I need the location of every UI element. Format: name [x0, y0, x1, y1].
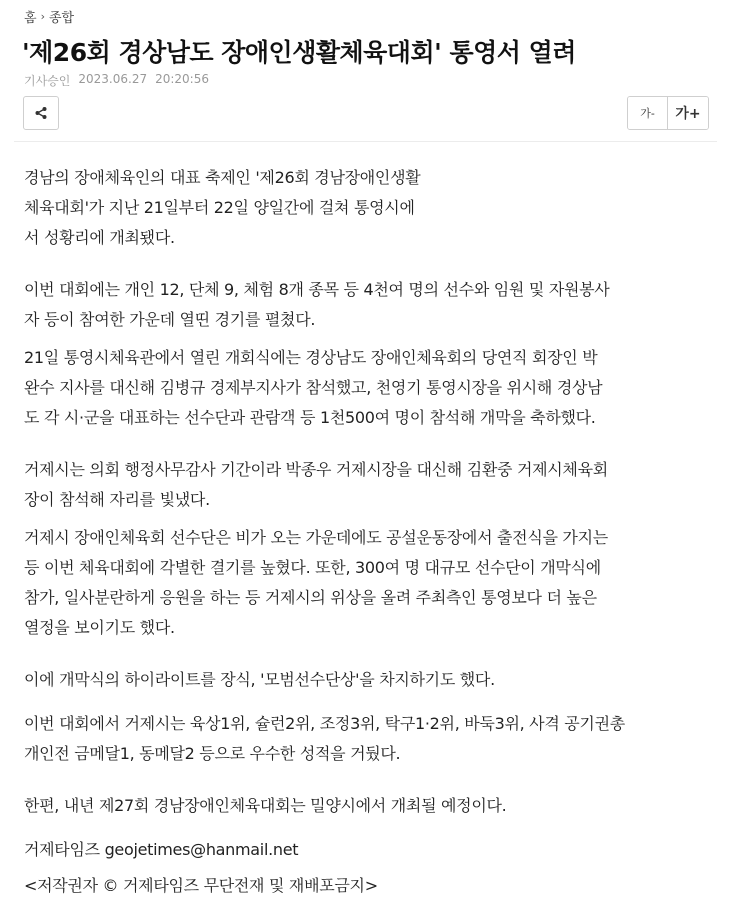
approval-date: 2023.06.27	[78, 72, 148, 86]
paragraph-line: 서 성황리에 개최됐다.	[24, 228, 175, 247]
paragraph-line: 거제시는 의회 행정사무감사 기간이라 박종우 거제시장을 대신해 김환중 거제시체육회	[24, 460, 608, 479]
paragraph-line: 이번 대회에서 거제시는 육상1위, 슐런2위, 조정3위, 탁구1·2위, 바둑3위, 사격 공기권총	[24, 714, 625, 733]
font-increase-button[interactable]: 가+	[668, 97, 708, 129]
paragraph-line: 이번 대회에는 개인 12, 단체 9, 체험 8개 종목 등 4천여 명의 선수와 임원 및 자원봉사	[24, 280, 610, 299]
article-paragraph	[24, 665, 714, 695]
paragraph-line: 완수 지사를 대신해 김병규 경제부지사가 참석했고, 천영기 통영시장을 위시해 경상남	[24, 378, 603, 397]
article-paragraph	[24, 791, 714, 821]
article-meta	[24, 72, 209, 89]
share-button[interactable]	[23, 96, 59, 130]
paragraph-line: 거제시 장애인체육회 선수단은 비가 오는 가운데에도 공설운동장에서 출전식을 가지는	[24, 528, 608, 547]
paragraph-line: 자 등이 참여한 가운데 열띤 경기를 펼쳤다.	[24, 310, 316, 329]
article-paragraph	[24, 709, 714, 769]
article-paragraph	[24, 455, 714, 515]
article-paragraph	[24, 835, 714, 865]
article-paragraph	[24, 523, 714, 643]
approval-time: 20:20:56	[155, 72, 209, 86]
paragraph-line: 열정을 보이기도 했다.	[24, 618, 175, 637]
article-paragraph	[24, 163, 714, 253]
breadcrumb-home-link[interactable]: 홈	[24, 11, 37, 26]
paragraph-line: 장이 참석해 자리를 빛냈다.	[24, 490, 210, 509]
approval-label: 기사승인	[24, 74, 71, 88]
paragraph-line: 체육대회'가 지난 21일부터 22일 양일간에 걸쳐 통영시에	[24, 198, 415, 217]
paragraph-line: 참가, 일사분란하게 응원을 하는 등 거제시의 위상을 올려 주최측인 통영보다 더 높은	[24, 588, 597, 607]
paragraph-line: 개인전 금메달1, 동메달2 등으로 우수한 성적을 거뒀다.	[24, 744, 401, 763]
paragraph-line: 이에 개막식의 하이라이트를 장식, '모범선수단상'을 차지하기도 했다.	[24, 670, 495, 689]
font-size-controls	[627, 96, 709, 130]
paragraph-line: 등 이번 체육대회에 각별한 결기를 높혔다. 또한, 300여 명 대규모 선수단이 개막식에	[24, 558, 601, 577]
font-decrease-button[interactable]: 가-	[628, 97, 668, 129]
reporter-byline: 거제타임즈 geojetimes@hanmail.net	[24, 840, 299, 859]
breadcrumb	[24, 7, 74, 26]
chevron-right-icon: ›	[40, 10, 45, 23]
article-paragraph	[24, 871, 714, 901]
paragraph-line: 한편, 내년 제27회 경남장애인체육대회는 밀양시에서 개최될 예정이다.	[24, 796, 507, 815]
share-icon	[34, 106, 48, 120]
article-headline: '제26회 경상남도 장애인생활체육대회' 통영서 열려	[22, 38, 576, 67]
breadcrumb-section-link[interactable]: 종합	[48, 11, 75, 26]
paragraph-line: 도 각 시·군을 대표하는 선수단과 관람객 등 1천500여 명이 참석해 개막을 축하했다.	[24, 408, 596, 427]
copyright-notice: <저작권자 © 거제타임즈 무단전재 및 재배포금지>	[24, 876, 378, 895]
paragraph-line: 경남의 장애체육인의 대표 축제인 '제26회 경남장애인생활	[24, 168, 421, 187]
paragraph-line: 21일 통영시체육관에서 열린 개회식에는 경상남도 장애인체육회의 당연직 회장인 박	[24, 348, 598, 367]
article-paragraph	[24, 275, 714, 335]
header-divider	[14, 141, 717, 142]
article-paragraph	[24, 343, 714, 433]
